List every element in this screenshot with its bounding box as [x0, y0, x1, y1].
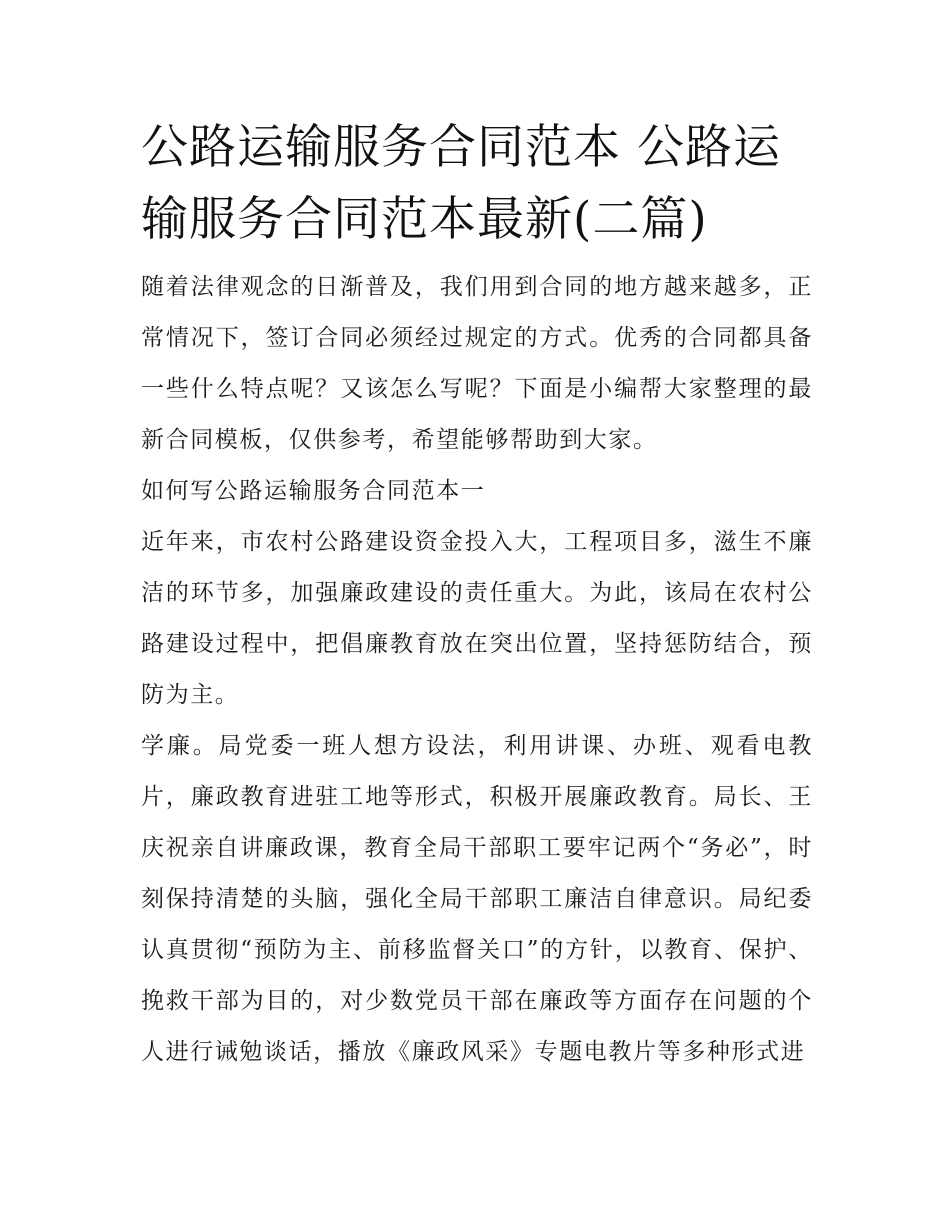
document-title: 公路运输服务合同范本 公路运输服务合同范本最新(二篇) — [141, 120, 781, 247]
intro-paragraph: 随着法律观念的日渐普及，我们用到合同的地方越来越多，正常情况下，签订合同必须经过规定的方式。优秀的合同都具备一些什么特点呢？又该怎么写呢？下面是小编帮大家整理的最新合同模板，仅供参考，希望能够帮助到大家。 — [141, 274, 813, 453]
section-heading: 如何写公路运输服务合同范本一 — [141, 478, 486, 504]
body-paragraph: 学廉。局党委一班人想方设法，利用讲课、办班、观看电教片，廉政教育进驻工地等形式，积极开展廉政教育。局长、王庆祝亲自讲廉政课，教育全局干部职工要牢记两个“务必”，时刻保持清楚的头脑，强化全局干部职工廉洁自律意识。局纪委认真贯彻“预防为主、前移监督关口”的方针，以教育、保护、挽救干部为目的，对少数党员干部在廉政等方面存在问题的个人进行诫勉谈话，播放《廉政风采》专题电教片等多种形式进 — [141, 733, 813, 1065]
document-body — [141, 112, 813, 1078]
body-paragraph: 近年来，市农村公路建设资金投入大，工程项目多，滋生不廉洁的环节多，加强廉政建设的责任重大。为此，该局在农村公路建设过程中，把倡廉教育放在突出位置，坚持惩防结合，预防为主。 — [141, 529, 813, 708]
